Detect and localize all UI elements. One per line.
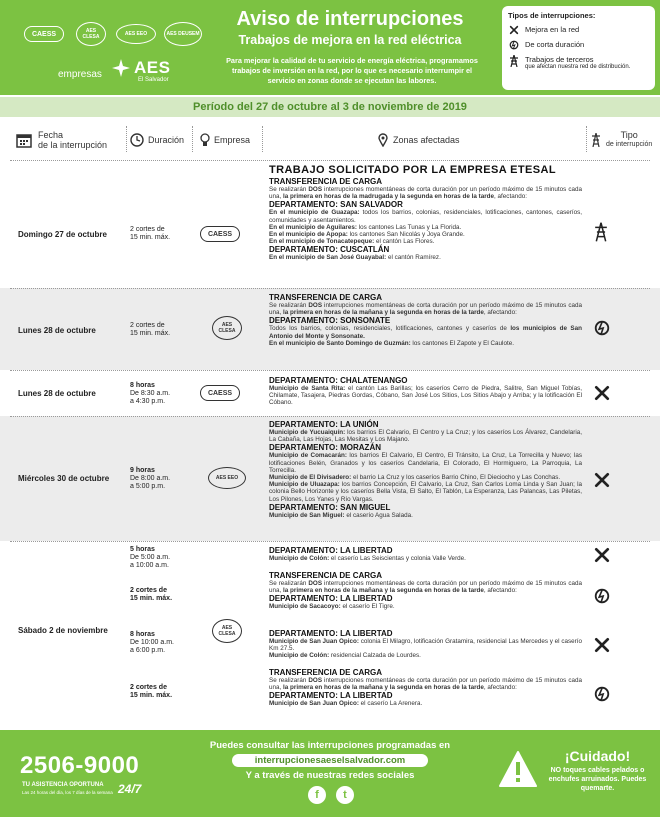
table-row [0, 160, 660, 288]
row-text: , afectando: [494, 193, 527, 201]
row-paragraph [269, 224, 582, 231]
row-text-bold: Municipio de El Divisadero: [269, 474, 352, 482]
row-text: el caserío La Arenera. [358, 700, 423, 708]
short-outage-icon [594, 686, 610, 702]
row-paragraph [269, 555, 582, 562]
header-banner [0, 0, 660, 95]
col-duracion [130, 122, 190, 158]
row-zones [269, 668, 582, 708]
row-heading: TRANSFERENCIA DE CARGA [269, 571, 383, 580]
tower-icon [590, 133, 602, 147]
facebook-icon[interactable]: f [308, 786, 326, 804]
row-text: los cantones Las Tunas y La Florida. [356, 223, 462, 231]
row-text: interrupciones momentáneas de corta duración por un período máximo de 15 minutos cada una, [269, 186, 582, 201]
col-empresa-label: Empresa [214, 135, 251, 145]
row-duration-3: a 10:00 a.m. [130, 562, 169, 569]
calendar-icon [16, 132, 32, 148]
tower-icon [594, 222, 608, 242]
bulb-icon [200, 133, 210, 147]
aes-star-icon [111, 58, 131, 78]
row-duration [130, 587, 172, 603]
row-heading: TRANSFERENCIA DE CARGA [269, 293, 383, 302]
legend-corta-label: De corta duración [525, 40, 585, 49]
row-paragraph [269, 340, 582, 347]
row-text-bold: Municipio de Comacarán: [269, 452, 347, 460]
short-outage-icon [508, 40, 520, 50]
clesa-logo [76, 22, 106, 46]
row-text: todos los barrios, colonias, residenciales, lotificaciones, cantones, caseríos, comunidades y asentamientos. [269, 209, 582, 224]
row-text-bold: DOS [308, 580, 323, 587]
row-text: interrupciones momentáneas de corta duración por un período máximo de 15 minutos cada una, [269, 677, 582, 692]
legend-title: Tipos de interrupciones: [508, 11, 596, 20]
row-divider [10, 541, 650, 542]
phone-hours: Las 24 horas del día, los 7 días de la semana [22, 790, 113, 795]
col-zonas-label: Zonas afectadas [393, 135, 460, 145]
col-fecha [16, 122, 126, 158]
deusem-logo-text: AES DEUSEM [166, 31, 200, 37]
row-paragraph [269, 677, 582, 691]
table-row [0, 370, 660, 416]
row-text: el cantón Las Barillas; los caseríos Cerro de Piedra, Salitre, San Miguel Tobías, Chilamate, Tasajera, Piedras Gordas, Cóbano, San José Los Sitios, Los Sitios Abajo y Arriba; y la lotificación El Cóbano. [269, 385, 582, 407]
legend-terceros [508, 55, 649, 70]
row-zones [269, 376, 582, 407]
row-paragraph [269, 603, 582, 610]
warning-icon [498, 750, 538, 788]
row-text: el barrio La Cruz y los caseríos Barrio Chino, El Dieciocho y Las Conchas. [351, 474, 561, 482]
row-text: , afectando: [483, 309, 517, 317]
row-company: CAESS [207, 230, 233, 238]
tag-24-7: 24/7 [118, 782, 142, 796]
row-paragraph [269, 231, 582, 238]
tools-icon [594, 637, 610, 653]
row-heading: DEPARTAMENTO: SONSONATE [269, 316, 391, 326]
clesa-logo-text: AES CLESA [82, 28, 100, 40]
row-duration-2: De 5:00 a.m. [130, 554, 171, 561]
row-date: Domingo 27 de octubre [18, 230, 107, 239]
row-date: Miércoles 30 de octubre [18, 474, 110, 483]
twitter-icon[interactable]: t [336, 786, 354, 804]
row-text-bold: Municipio de Colón: [269, 555, 330, 562]
row-paragraph [269, 254, 582, 261]
row-heading: DEPARTAMENTO: LA LIBERTAD [269, 594, 393, 604]
row-paragraph [269, 209, 582, 223]
row-text-bold: la primera en horas de la mañana y la segunda en horas de la tarde [283, 309, 484, 317]
company-logo-eeo [208, 467, 246, 489]
caess-logo-text: CAESS [31, 30, 57, 38]
row-zones [269, 164, 582, 262]
caess-logo [24, 26, 64, 42]
deusem-logo [164, 22, 202, 46]
row-heading: DEPARTAMENTO: LA LIBERTAD [269, 629, 393, 638]
tools-icon [594, 472, 610, 488]
row-date: Lunes 28 de octubre [18, 326, 96, 335]
row-duration [130, 322, 170, 338]
row-heading: TRANSFERENCIA DE CARGA [269, 668, 383, 677]
row-duration-2: De 8:30 a.m. [130, 390, 171, 397]
legend-terceros-label: Trabajos de terceros [525, 55, 594, 64]
legend-mejora [508, 25, 649, 35]
row-heading: DEPARTAMENTO: LA LIBERTAD [269, 691, 393, 701]
aes-logo-text: AES [134, 58, 171, 77]
tools-icon [508, 25, 520, 35]
row-text-bold: la primera en horas de la madrugada y la segunda en horas de la tarde [283, 193, 495, 201]
row-text: el cantón Ramírez. [386, 254, 441, 262]
company-logo-caess [200, 385, 240, 401]
eeo-logo [208, 467, 246, 489]
row-text: colonia El Milagro, lotificación Gratamira, residencial Las Mercedes y el caserío Km 27.5. [269, 638, 582, 653]
row-text: Se realizarán [269, 677, 309, 684]
short-outage-icon [594, 320, 610, 336]
row-paragraph [269, 302, 582, 316]
row-duration-1: 2 cortes de [130, 322, 165, 329]
tools-icon [594, 385, 610, 401]
row-text-bold: Municipio de Uluazapa: [269, 481, 340, 489]
row-duration [130, 684, 172, 700]
row-heading: DEPARTAMENTO: SAN MIGUEL [269, 502, 391, 512]
legend-terceros-text [525, 55, 630, 70]
row-paragraph [269, 580, 582, 594]
aes-sub-text: El Salvador [138, 77, 169, 83]
row-text-bold: la primera en horas de la mañana y la segunda en horas de la tarde [283, 684, 484, 692]
row-duration [130, 467, 170, 491]
row-text: los barrios El Calvario, El Centro y La Cruz; y los caseríos Los Álvarez, Candelaria, La Cabaña, Las Hojas, Las Mesitas y Los Majano. [269, 429, 582, 444]
caution-title: ¡Cuidado! [564, 748, 631, 764]
row-paragraph [269, 186, 582, 200]
caess-logo [200, 226, 240, 242]
row-duration-1: 8 horas [130, 382, 155, 389]
row-divider [10, 370, 650, 371]
row-duration-2: 15 min. máx. [130, 692, 173, 699]
row-duration-3: a 4:30 p.m. [130, 398, 166, 405]
row-text: Se realizarán [269, 302, 309, 309]
legend-terceros-sub: que afectan nuestra red de distribución. [525, 64, 631, 70]
page-subtitle: Trabajos de mejora en la red eléctrica [238, 33, 462, 47]
website-link[interactable]: interrupcionesaeselsalvador.com [232, 754, 428, 767]
phone-number[interactable]: 2506-9000 [20, 752, 140, 779]
row-text-bold: Municipio de San Juan Opico: [269, 700, 359, 708]
row-text: el caserío Las Seiscientas y colonia Valle Verde. [329, 555, 466, 562]
col-divider [586, 126, 587, 152]
row-text-bold: Municipio de San Miguel: [269, 511, 345, 519]
row-duration-1: 2 cortes de [130, 226, 165, 233]
eeo-logo-text: AES EEO [124, 31, 148, 37]
phone-tagline: TU ASISTENCIA OPORTUNA [22, 782, 104, 788]
col-divider [192, 126, 193, 152]
row-heading: DEPARTAMENTO: LA UNIÓN [269, 420, 379, 429]
row-date: Lunes 28 de octubre [18, 389, 96, 398]
row-text-bold: DOS [308, 186, 323, 193]
row-zones [269, 571, 582, 611]
row-paragraph [269, 652, 582, 659]
row-text-bold: DOS [308, 677, 323, 684]
row-duration-1: 9 horas [130, 467, 155, 474]
row-heading: DEPARTAMENTO: LA LIBERTAD [269, 546, 393, 555]
row-text: los barrios El Calvario, El Centro, El Tránsito, La Cruz, La Torrecilla y Nuevo; las lotificaciones Belén, Granados y los caseríos Candelaria, El Colorado, El Hormiguero, La Parroquia, La Torrecilla. [269, 452, 583, 474]
row-duration-1: 2 cortes de [130, 684, 167, 691]
row-text: interrupciones momentáneas de corta duración por un período máximo de 15 minutos cada una, [269, 302, 582, 317]
row-duration [130, 631, 174, 655]
eeo-logo [116, 24, 156, 44]
legend-mejora-label: Mejora en la red [525, 25, 580, 34]
table-row [0, 541, 660, 721]
row-duration-1: 8 horas [130, 631, 155, 638]
col-zonas [378, 122, 508, 158]
page-title: Aviso de interrupciones [236, 8, 464, 30]
footer-banner [0, 730, 660, 817]
row-heading: DEPARTAMENTO: CHALATENANGO [269, 376, 408, 385]
row-text: el caserío El Tigre. [340, 603, 395, 611]
short-outage-icon [594, 588, 610, 604]
row-text: Todos los barrios, colonias, residenciales, lotificaciones, cantones y caseríos de [269, 325, 511, 333]
row-text: los barrios Concepción, El Calvario, La Cruz, San Carlos Loma Linda y San Juan; la colonia Bello Horizonte y los caseríos Bella Vista, El Salto, El Tablón, La Esperanza, Las Palancas, Las Piletas, Los Pilones, Los Yanes y Río Vargas. [269, 481, 582, 503]
row-duration-1: 2 cortes de [130, 587, 167, 594]
company-logo-caess [200, 226, 240, 242]
row-text: Se realizarán [269, 186, 309, 193]
caess-logo [200, 385, 240, 401]
row-paragraph [269, 474, 582, 481]
footer-consult-text: Puedes consultar las interrupciones programadas en [209, 740, 451, 751]
company-logo-clesa [212, 619, 242, 643]
row-date: Sábado 2 de noviembre [18, 626, 108, 635]
row-duration [130, 546, 170, 570]
clock-icon [130, 133, 144, 147]
row-main-heading: TRABAJO SOLICITADO POR LA EMPRESA ETESAL [269, 164, 556, 176]
row-zones [269, 629, 582, 660]
row-company: CAESS [207, 389, 233, 397]
row-text-bold: En el municipio de Guazapa: [269, 209, 360, 217]
row-company: AES CLESA [218, 322, 236, 334]
row-text-bold: los municipios de San Antonio del Monte y Sonsonate. [269, 325, 582, 340]
row-divider [10, 160, 650, 161]
col-tipo-label: Tipo [620, 130, 638, 140]
row-text: Se realizarán [269, 580, 309, 587]
row-heading: TRANSFERENCIA DE CARGA [269, 177, 383, 186]
col-fecha-label-2: de la interrupción [38, 140, 108, 150]
row-text-bold: En el municipio de Tonacatepeque: [269, 238, 375, 246]
row-text-bold: DOS [308, 302, 323, 309]
table-row [0, 288, 660, 370]
col-empresa [200, 122, 260, 158]
caution-text: NO toques cables pelados o enchufes arruinados. Puedes quemarte. [548, 767, 647, 792]
row-text-bold: En el municipio de Santo Domingo de Guzmán: [269, 339, 411, 347]
row-text-bold: Municipio de Colón: [269, 652, 330, 660]
row-zones [269, 420, 582, 519]
row-divider [10, 288, 650, 289]
row-heading: DEPARTAMENTO: SAN SALVADOR [269, 200, 403, 210]
header-intro: Para mejorar la calidad de tu servicio de energía eléctrica, programamos trabajos de inversión en la red, por lo que es necesario interrumpir el servicio en zonas donde se ejecutan las labores. [226, 56, 478, 85]
row-text-bold: Municipio de San Juan Opico: [269, 638, 359, 645]
col-tipo-label-2: de interrupción [606, 141, 653, 148]
col-tipo [590, 122, 656, 158]
row-company: AES CLESA [218, 625, 236, 637]
col-duracion-label: Duración [148, 135, 185, 145]
legend-box [502, 6, 655, 90]
col-fecha-label: Fecha [38, 130, 64, 140]
col-divider [126, 126, 127, 152]
row-text: interrupciones momentáneas de corta duración por un período máximo de 15 minutos cada una, [269, 580, 582, 595]
row-text-bold: En el municipio de San José Guayabal: [269, 254, 387, 262]
row-zones [269, 546, 582, 562]
row-duration-1: 5 horas [130, 546, 155, 553]
row-heading: DEPARTAMENTO: CUSCATLÁN [269, 245, 390, 255]
row-text: los cantones San Nicolás y Joya Grande. [347, 231, 465, 239]
tools-icon [594, 547, 610, 563]
row-duration-2: 15 min. máx. [130, 234, 171, 241]
row-text-bold: la primera en horas de la mañana y la segunda en horas de la tarde [283, 587, 484, 595]
empresas-label: empresas [58, 69, 102, 80]
row-paragraph [269, 512, 582, 519]
row-text-bold: En el municipio de Aguilares: [269, 223, 357, 231]
row-text-bold: Municipio de Sacacoyo: [269, 603, 341, 611]
row-paragraph [269, 385, 582, 407]
table-row [0, 416, 660, 541]
row-duration-3: a 5:00 p.m. [130, 483, 166, 490]
row-text: el caserío Agua Salada. [344, 511, 413, 519]
legend-corta [508, 40, 649, 50]
tower-icon [508, 55, 520, 67]
row-paragraph [269, 429, 582, 443]
row-paragraph [269, 700, 582, 707]
row-duration-2: 15 min. máx. [130, 595, 173, 602]
row-text: , afectando: [483, 587, 517, 595]
company-logo-clesa [212, 316, 242, 340]
row-duration-2: De 10:00 a.m. [130, 639, 174, 646]
period-bar: Período del 27 de octubre al 3 de noviembre de 2019 [0, 97, 660, 117]
row-company: AES EEO [215, 475, 239, 481]
row-paragraph [269, 238, 582, 245]
row-text: , afectando: [483, 684, 517, 692]
footer-social-text: Y a través de nuestras redes sociales [245, 770, 415, 781]
row-paragraph [269, 325, 582, 339]
row-duration-2: De 8:00 a.m. [130, 475, 171, 482]
row-paragraph [269, 481, 582, 503]
row-text-bold: Municipio de Yucuaiquín: [269, 429, 346, 436]
row-text-bold: En el municipio de Apopa: [269, 231, 348, 239]
row-paragraph [269, 452, 582, 474]
row-heading: DEPARTAMENTO: MORAZÁN [269, 443, 381, 453]
row-paragraph [269, 638, 582, 652]
clesa-logo [212, 619, 242, 643]
location-pin-icon [378, 133, 388, 147]
row-text-bold: Municipio de Santa Rita: [269, 385, 346, 392]
clesa-logo [212, 316, 242, 340]
row-text: residencial Calzada de Lourdes. [329, 652, 421, 660]
col-divider [262, 126, 263, 152]
row-duration [130, 226, 170, 242]
row-text: los cantones El Zapote y El Caulote. [410, 339, 514, 347]
row-duration-3: a 6:00 p.m. [130, 647, 166, 654]
row-divider [10, 416, 650, 417]
row-duration-2: 15 min. máx. [130, 330, 171, 337]
row-text: el cantón Las Flores. [374, 238, 435, 246]
row-zones [269, 293, 582, 347]
row-duration [130, 382, 170, 406]
